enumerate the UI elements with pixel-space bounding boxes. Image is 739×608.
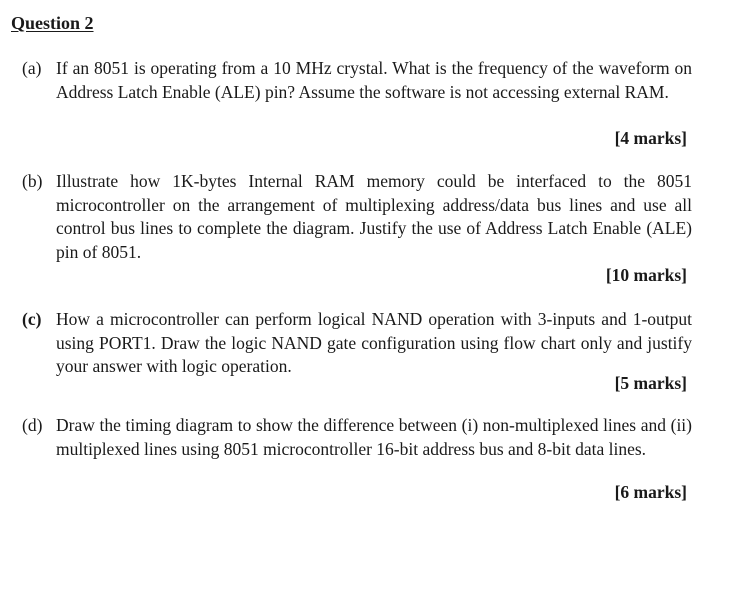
question-part-d xyxy=(22,414,692,461)
question-text: How a microcontroller can perform logical NAND operation with 3-inputs and 1-output using PORT1. Draw the logic NAND gate configuration using flow chart only and justify your answer with logic operation. xyxy=(56,309,692,376)
marks-label: [4 marks] xyxy=(614,128,687,148)
question-label: (a) xyxy=(22,58,42,78)
question-text: Illustrate how 1K-bytes Internal RAM memory could be interfaced to the 8051 microcontroller on the arrangement of multiplexing address/data bus lines and use all control bus lines to complete the diagram. Justify the use of Address Latch Enable (ALE) pin of 8051. xyxy=(56,171,692,262)
marks-label: [5 marks] xyxy=(614,373,687,393)
question-part-c xyxy=(22,308,692,379)
marks-label: [10 marks] xyxy=(605,265,687,285)
question-part-b xyxy=(22,170,692,264)
question-label: (c) xyxy=(22,309,42,329)
question-label: (b) xyxy=(22,171,43,191)
question-part-a xyxy=(22,57,692,104)
question-label: (d) xyxy=(22,415,43,435)
question-text: Draw the timing diagram to show the difference between (i) non-multiplexed lines and (ii) multiplexed lines using 8051 microcontroller 16-bit address bus and 8-bit data lines. xyxy=(56,415,692,459)
page-title: Question 2 xyxy=(11,13,94,33)
question-text: If an 8051 is operating from a 10 MHz crystal. What is the frequency of the waveform on Address Latch Enable (ALE) pin? Assume the software is not accessing external RAM. xyxy=(56,58,692,102)
marks-label: [6 marks] xyxy=(614,482,687,502)
